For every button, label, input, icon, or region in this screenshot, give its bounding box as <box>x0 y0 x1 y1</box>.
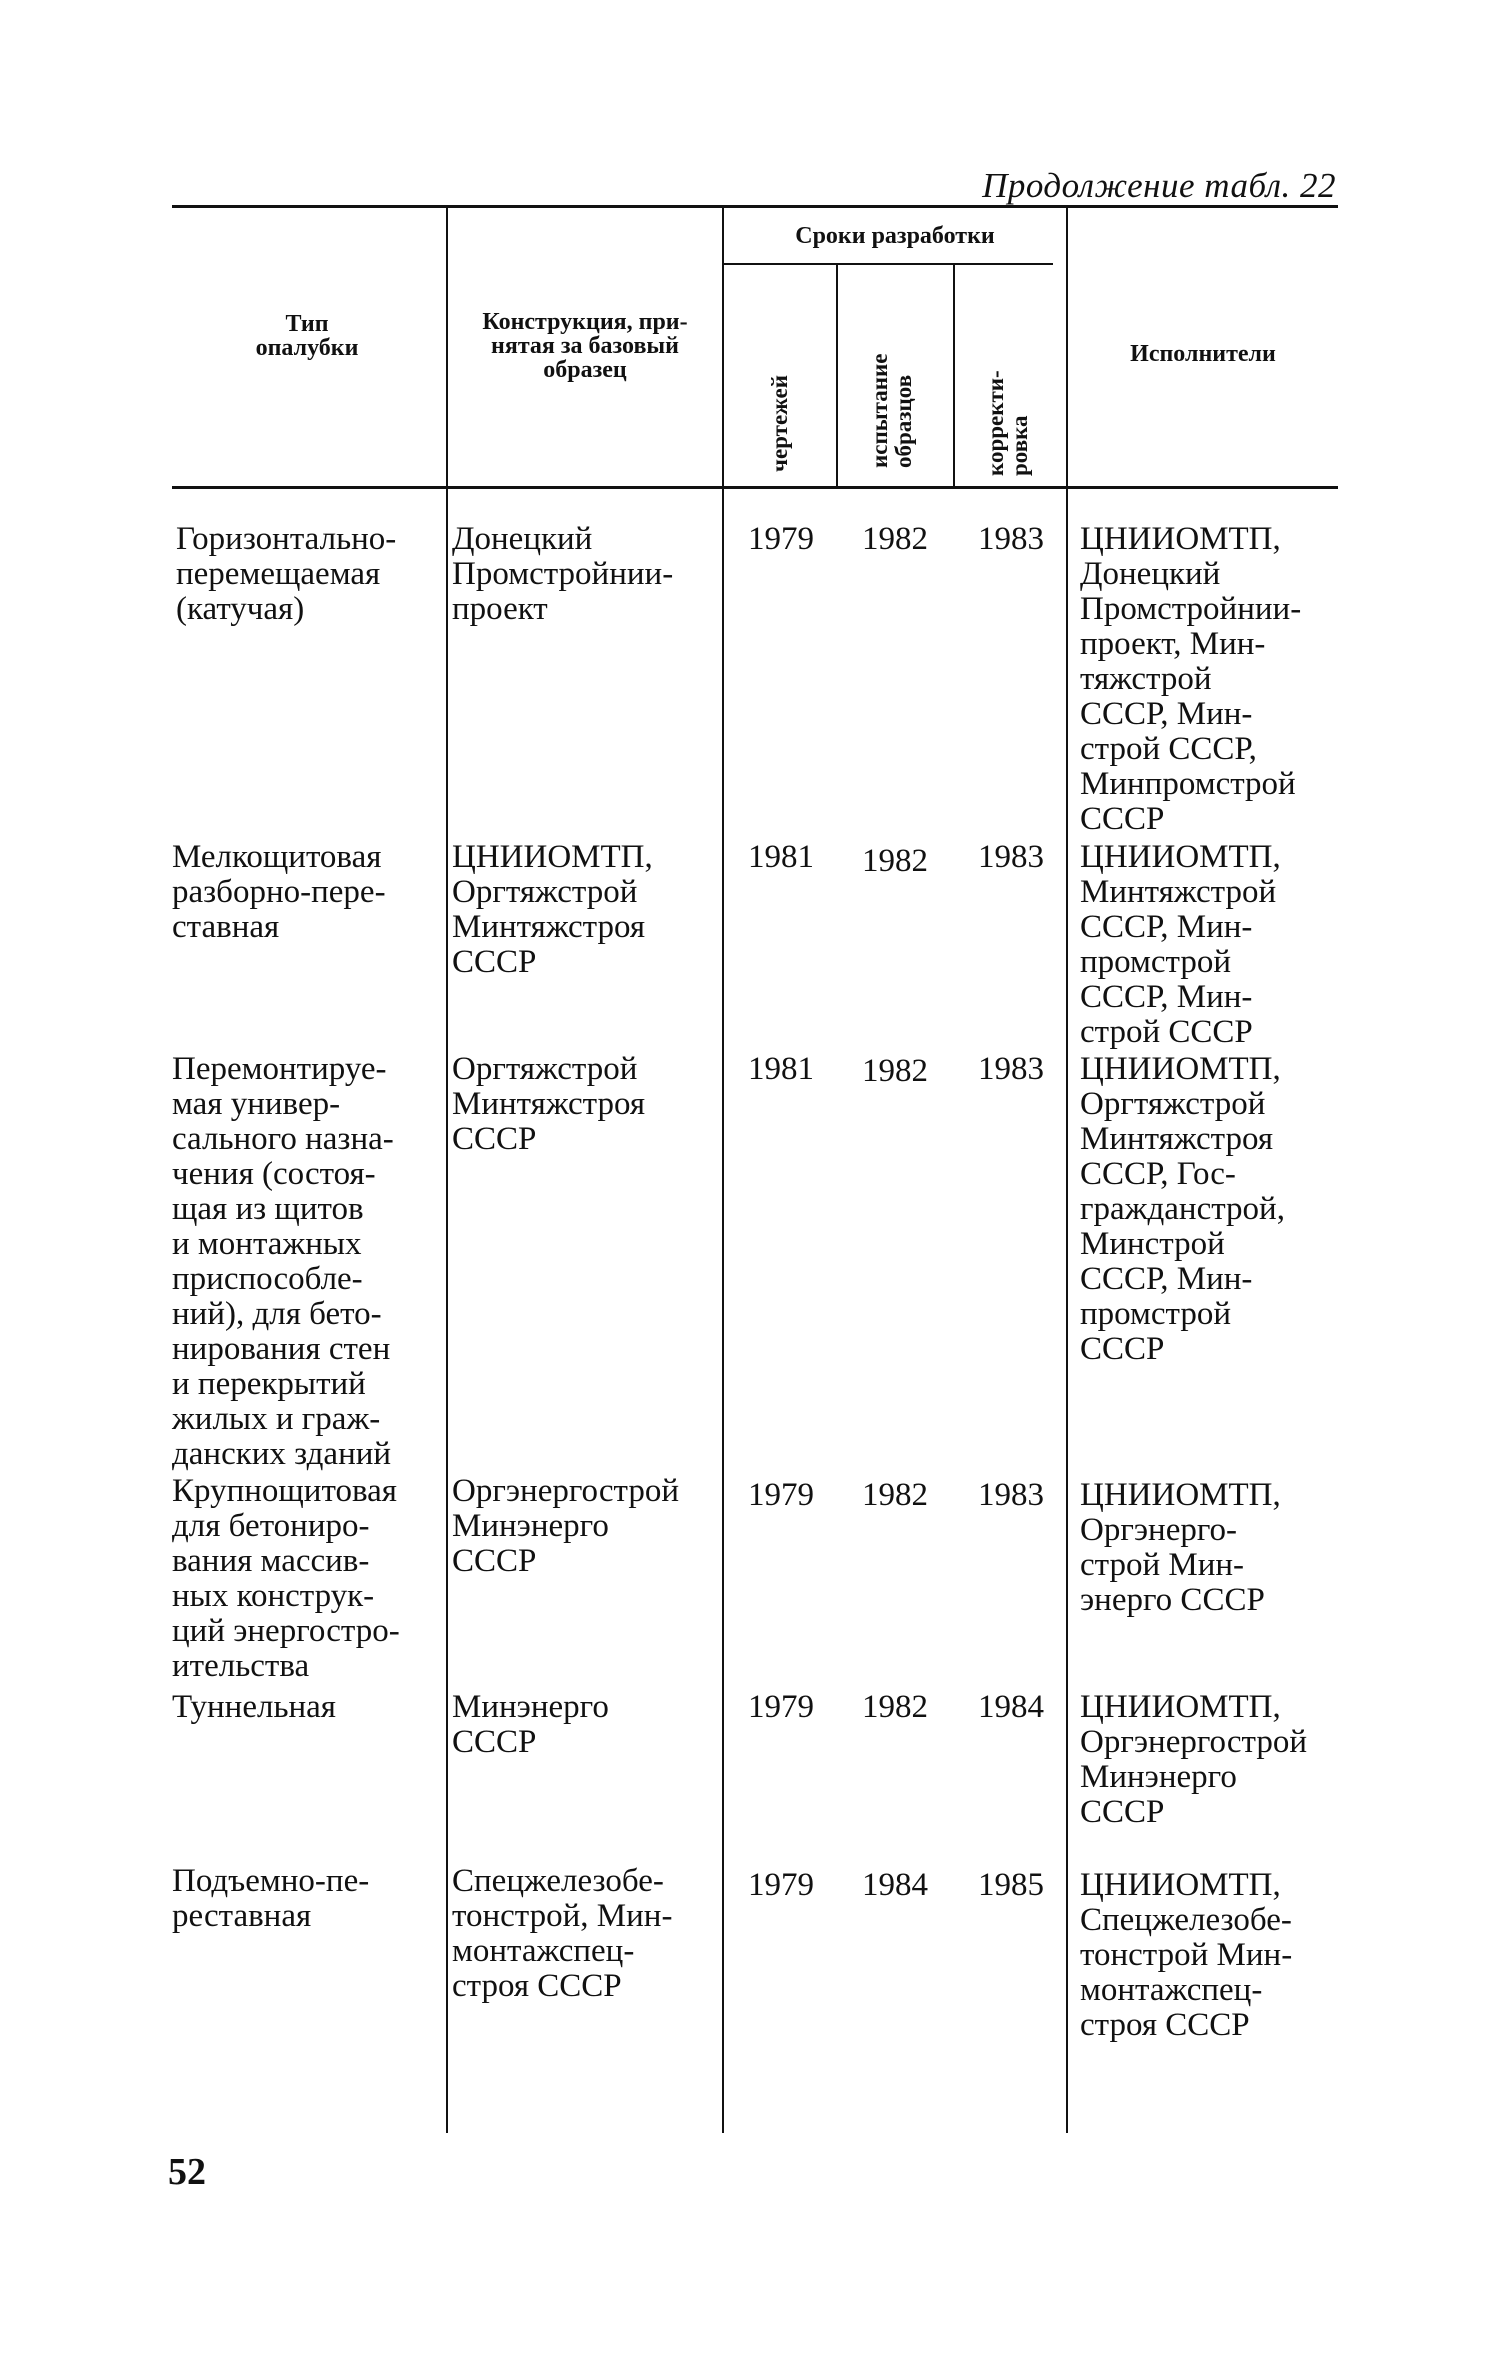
row-6-construction: Спецжелезобе- тонстрой, Мин- монтажспец- строя СССР <box>452 1863 673 2004</box>
row-5-type: Туннельная <box>172 1689 336 1725</box>
table-caption: Продолжение табл. 22 <box>982 166 1336 205</box>
row-4-correction: 1983 <box>978 1477 1044 1513</box>
col-divider-2 <box>722 208 724 2133</box>
row-3-correction: 1983 <box>978 1051 1044 1087</box>
row-4-executors: ЦНИИОМТП, Оргэнерго- строй Мин- энерго СССР <box>1080 1477 1281 1618</box>
row-3-type: Перемонтируе- мая универ- сального назна- чения (состоя- щая из щитов и монтажных приспособле- ний), для бето- нирования стен и перекрытий жилых и граж- данских зданий <box>172 1051 394 1472</box>
row-2-correction: 1983 <box>978 839 1044 875</box>
header-executors: Исполнители <box>1130 341 1276 367</box>
header-drawings: чертежей <box>767 374 792 472</box>
col-divider-4 <box>953 264 955 488</box>
row-5-executors: ЦНИИОМТП, Оргэнергострой Минэнерго СССР <box>1080 1689 1308 1830</box>
row-1-executors: ЦНИИОМТП, Донецкий Промстройнии- проект, Мин- тяжстрой СССР, Мин- строй СССР, Минпромстрой СССР <box>1080 521 1302 837</box>
row-1-testing: 1982 <box>862 521 928 557</box>
row-1-construction: Донецкий Промстройнии- проект <box>452 521 674 627</box>
row-2-testing: 1982 <box>862 843 928 879</box>
row-2-drawings: 1981 <box>748 839 814 875</box>
row-4-construction: Оргэнергострой Минэнерго СССР <box>452 1473 680 1579</box>
row-5-correction: 1984 <box>978 1689 1044 1725</box>
row-6-correction: 1985 <box>978 1867 1044 1903</box>
header-testing: испытание образцов <box>867 353 916 468</box>
row-3-testing: 1982 <box>862 1053 928 1089</box>
row-1-drawings: 1979 <box>748 521 814 557</box>
col-divider-3 <box>836 264 838 488</box>
terms-underline <box>723 263 1053 265</box>
header-bottom-rule <box>172 486 1338 489</box>
page-number: 52 <box>168 2151 206 2193</box>
header-terms: Сроки разработки <box>795 223 995 249</box>
row-4-drawings: 1979 <box>748 1477 814 1513</box>
row-1-correction: 1983 <box>978 521 1044 557</box>
row-5-testing: 1982 <box>862 1689 928 1725</box>
header-correction: корректи- ровка <box>983 370 1032 476</box>
header-type: Тип опалубки <box>255 311 359 361</box>
row-6-type: Подъемно-пе- реставная <box>172 1863 370 1934</box>
col-divider-5 <box>1066 208 1068 2133</box>
row-2-executors: ЦНИИОМТП, Минтяжстрой СССР, Мин- промстрой СССР, Мин- строй СССР <box>1080 839 1281 1050</box>
row-3-drawings: 1981 <box>748 1051 814 1087</box>
row-5-drawings: 1979 <box>748 1689 814 1725</box>
col-divider-1 <box>446 208 448 2133</box>
row-2-construction: ЦНИИОМТП, Оргтяжстрой Минтяжстроя СССР <box>452 839 653 980</box>
row-6-drawings: 1979 <box>748 1867 814 1903</box>
row-3-construction: Оргтяжстрой Минтяжстроя СССР <box>452 1051 646 1157</box>
row-6-executors: ЦНИИОМТП, Спецжелезобе- тонстрой Мин- монтажспец- строя СССР <box>1080 1867 1293 2043</box>
row-6-testing: 1984 <box>862 1867 928 1903</box>
header-construction: Конструкция, при- нятая за базовый образец <box>482 309 688 383</box>
row-2-type: Мелкощитовая разборно-пере- ставная <box>172 839 386 945</box>
row-3-executors: ЦНИИОМТП, Оргтяжстрой Минтяжстроя СССР, Гос- гражданстрой, Минстрой СССР, Мин- промстрой СССР <box>1080 1051 1285 1367</box>
row-4-testing: 1982 <box>862 1477 928 1513</box>
row-1-type: Горизонтально- перемещаемая (катучая) <box>176 521 397 627</box>
row-4-type: Крупнощитовая для бетониро- вания массив- ных конструк- ций энергостро- ительства <box>172 1473 400 1684</box>
table-top-rule <box>172 205 1338 208</box>
row-5-construction: Минэнерго СССР <box>452 1689 609 1760</box>
